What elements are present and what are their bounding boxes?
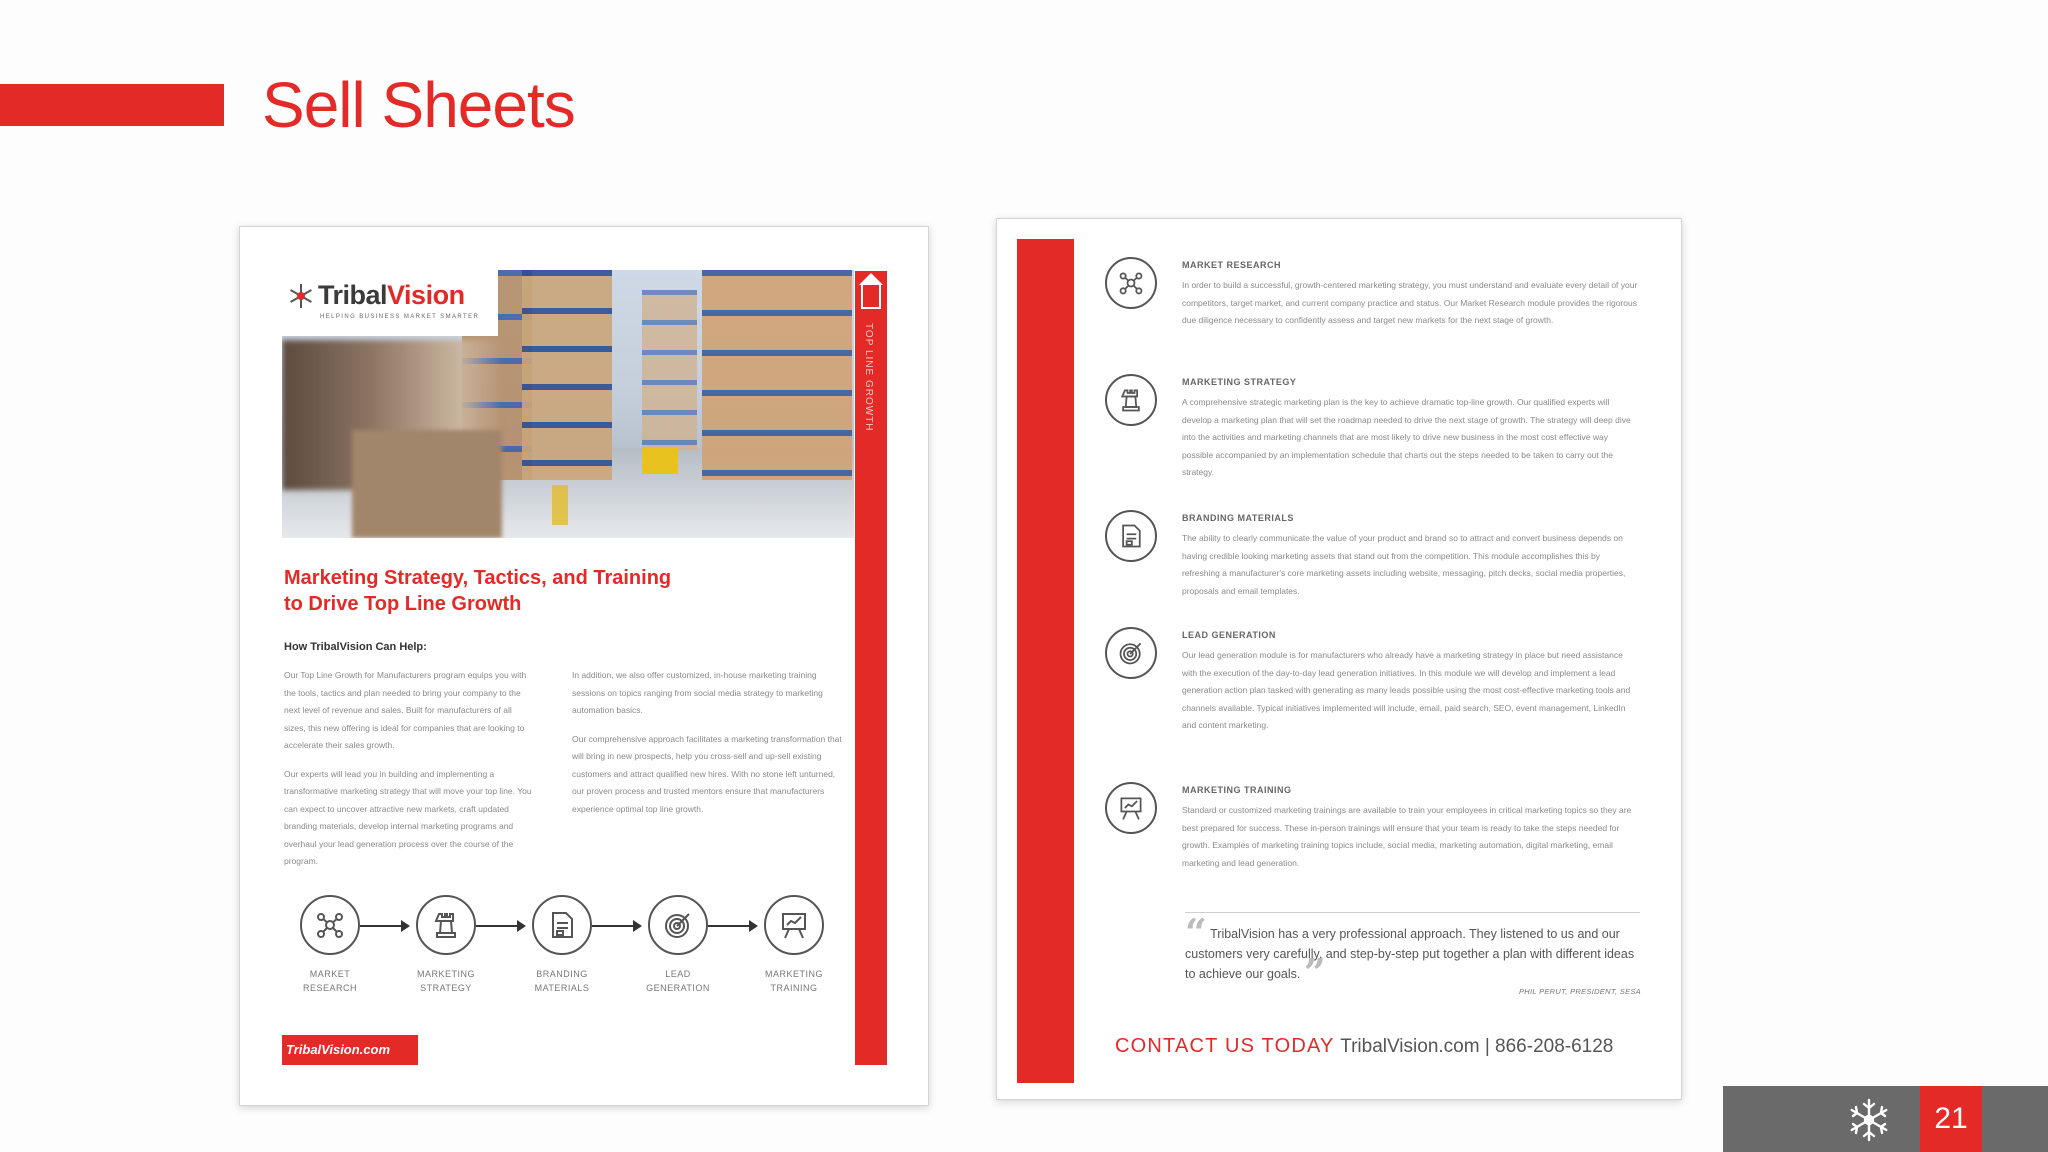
chess-rook-icon [430, 909, 462, 941]
target-icon [1117, 639, 1145, 667]
presentation-icon [778, 909, 810, 941]
flow-label: MARKETING TRAINING [764, 969, 823, 993]
chess-rook-icon [1117, 386, 1145, 414]
flow-step-market-research [284, 895, 376, 995]
logo-tagline: HELPING BUSINESS MARKET SMARTER [320, 314, 480, 320]
section-body: Standard or customized marketing trainings are available to train your employees in critical marketing topics so they are best prepared for success. These in-person trainings will ensure that your team is ready to take the steps needed for growth. Examples of marketing training topics include, social media, marketing automation, digital marketing, email marketing and lead generation. [1182, 805, 1632, 868]
section-body: A comprehensive strategic marketing plan is the key to achieve dramatic top-line growth. Our qualified experts will develop a marketing plan that will set the roadmap needed to drive the next stage of growth. The strategy will deep dive into the activities and marketing channels that are most likely to drive new business in the most cost effective way possible accompanied by an implementation schedule that charts out the steps needed to be taken to carry out the strategy. [1182, 397, 1631, 477]
section-heading: MARKET RESEARCH [1182, 260, 1282, 270]
document-icon [546, 909, 578, 941]
section-heading: MARKETING TRAINING [1182, 785, 1292, 795]
testimonial-attribution: PHIL PERUT, PRESIDENT, SESA [1518, 987, 1641, 996]
slide-footer [1723, 1086, 2048, 1152]
paragraph: Our comprehensive approach facilitates a marketing transformation that will bring in new prospects, help you cross-sell and up-sell existing customers and attract qualified new hires. With no stone left unturned, our proven process and trusted mentors ensure that manufacturers experience optimal top line growth. [572, 733, 842, 814]
flow-step-branding-materials [516, 895, 608, 995]
logo-wordmark: TribalVision [318, 280, 465, 310]
section-body: In order to build a successful, growth-centered marketing strategy, you must understand and evaluate every detail of your competitors, target market, and current company practice and status. Our Market Research module provides the rigorous due diligence necessary to confidently assess and target new markets for the next stage of growth. [1182, 280, 1638, 325]
body-column-2 [572, 667, 846, 829]
website-badge: TribalVision.com [282, 1035, 418, 1065]
network-icon [1117, 269, 1145, 297]
tribalvision-logo [282, 270, 498, 336]
section-heading: MARKETING STRATEGY [1182, 377, 1297, 387]
page-number: 21 [1920, 1086, 1982, 1152]
testimonial-quote: “ TribalVision has a very professional approach. They listened to us and our customers very carefully, and step-by-step put together a plan with different ideas to achieve our goals. ” [1185, 910, 1635, 995]
sell-sheet-front [239, 226, 929, 1106]
snowflake-icon [1845, 1096, 1893, 1144]
section-heading: BRANDING MATERIALS [1182, 513, 1294, 523]
flow-step-marketing-strategy [400, 895, 492, 995]
paragraph: In addition, we also offer customized, in-house marketing training sessions on topics ranging from social media strategy to marketing automation basics. [572, 670, 823, 715]
paragraph: Our Top Line Growth for Manufacturers program equips you with the tools, tactics and plan needed to bring your company to the next level of revenue and sales. Built for manufacturers of all sizes, this new offering is ideal for companies that are looking to accelerate their sales growth. [284, 670, 527, 750]
slide-title: Sell Sheets [262, 69, 575, 141]
section-body: The ability to clearly communicate the value of your product and brand so to attract and convert business depends on having credible looking marketing assets that stand out from the competition. This module accomplishes this by refreshing a manufacturer's core marketing assets including website, messaging, pitch decks, social media properties, proposals and email templates. [1182, 533, 1626, 596]
snowflake-icon [287, 282, 315, 310]
contact-line [1115, 1035, 1613, 1058]
presentation-icon [1117, 794, 1145, 822]
house-icon [861, 285, 881, 309]
contact-details: TribalVision.com | 866-208-6128 [1340, 1036, 1614, 1057]
side-accent-stripe [1017, 239, 1074, 1083]
flow-label: MARKETING STRATEGY [416, 969, 475, 993]
close-quote-icon: ” [1303, 950, 1326, 995]
flow-label: LEAD GENERATION [646, 969, 710, 993]
body-column-1 [284, 667, 534, 882]
divider [1185, 912, 1640, 913]
flow-step-marketing-training [748, 895, 840, 995]
network-icon [314, 909, 346, 941]
flow-label: MARKET RESEARCH [302, 969, 357, 993]
side-vertical-text: TOP LINE GROWTH [863, 323, 874, 432]
flow-step-lead-generation [632, 895, 724, 995]
target-icon [662, 909, 694, 941]
sheet-headline: Marketing Strategy, Tactics, and Training to Drive Top Line Growth [284, 567, 672, 615]
sheet-subhead: How TribalVision Can Help: [284, 641, 427, 653]
paragraph: Our experts will lead you in building and implementing a transformative marketing strategy that will move your top line. You can expect to uncover attractive new markets, craft updated branding materials, develop internal marketing programs and overhaul your lead generation process over the course of the program. [284, 768, 532, 866]
open-quote-icon: “ [1185, 910, 1207, 955]
section-heading: LEAD GENERATION [1182, 630, 1276, 640]
sell-sheet-back [996, 218, 1682, 1100]
flow-label: BRANDING MATERIALS [534, 969, 590, 993]
title-accent-bar [0, 84, 224, 126]
contact-cta: CONTACT US TODAY [1115, 1035, 1335, 1057]
document-icon [1117, 522, 1145, 550]
process-flow [284, 895, 824, 993]
section-body: Our lead generation module is for manufacturers who already have a marketing strategy in place but need assistance with the execution of the day-to-day lead generation initiatives. In this module we will develop and implement a lead generation action plan tasked with generating as many leads possible using the most cost-effective marketing tools and channels available. Typical initiatives implemented will include, email, paid search, SEO, event management, LinkedIn and content marketing. [1182, 650, 1631, 730]
